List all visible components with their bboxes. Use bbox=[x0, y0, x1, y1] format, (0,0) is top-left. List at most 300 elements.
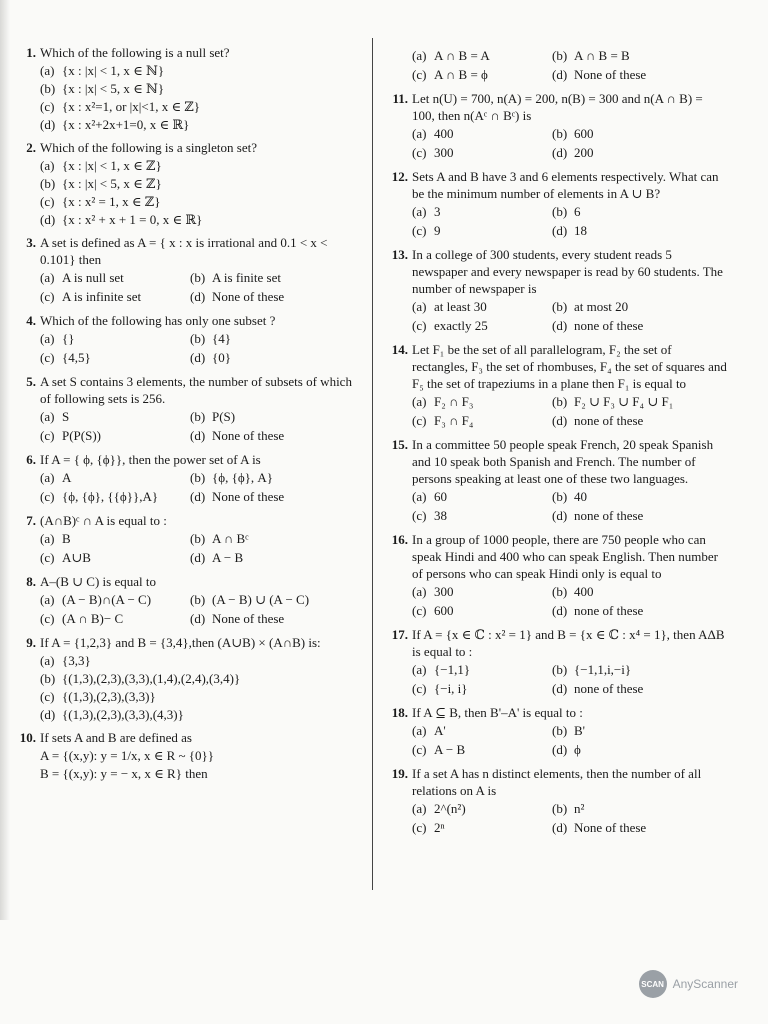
option-label: (b) bbox=[190, 331, 206, 346]
answer-option bbox=[412, 602, 552, 619]
option-text: None of these bbox=[212, 611, 285, 626]
option-text: 60 bbox=[434, 489, 447, 504]
option-text: 300 bbox=[434, 584, 454, 599]
option-label: (c) bbox=[412, 820, 427, 835]
answer-option bbox=[552, 507, 728, 524]
answer-option bbox=[412, 144, 552, 161]
option-label: (d) bbox=[552, 145, 568, 160]
answer-option bbox=[190, 488, 362, 505]
option-label: (a) bbox=[40, 531, 55, 546]
option-text: {x : x² = 1, x ∈ ℤ} bbox=[62, 194, 161, 209]
option-text: ϕ bbox=[574, 742, 581, 757]
option-text: {(1,3),(2,3),(3,3),(4,3)} bbox=[62, 707, 184, 722]
option-text: {3,3} bbox=[62, 653, 91, 668]
option-text: (A − B)∩(A − C) bbox=[62, 592, 152, 607]
answer-option bbox=[40, 349, 190, 366]
option-label: (a) bbox=[412, 723, 427, 738]
question-text: If A ⊆ B, then B'–A' is equal to : bbox=[412, 705, 583, 720]
question-number: 13. bbox=[391, 247, 408, 262]
option-text: A is finite set bbox=[212, 270, 281, 285]
question-number: 8. bbox=[26, 574, 36, 589]
answer-option bbox=[40, 670, 362, 687]
question-item bbox=[10, 44, 362, 133]
option-text: {−1,1} bbox=[434, 662, 471, 677]
answer-option bbox=[40, 530, 190, 547]
question-text: In a committee 50 people speak French, 20 speak Spanish and 10 speak both Spanish and French. The number of persons speaking at least one of these two languages. bbox=[412, 437, 714, 486]
question-number: 18. bbox=[391, 705, 408, 720]
answer-option bbox=[552, 722, 728, 739]
option-text: {x : |x| < 5, x ∈ ℤ} bbox=[62, 176, 162, 191]
option-label: (c) bbox=[412, 67, 427, 82]
option-text: {−i, i} bbox=[434, 681, 468, 696]
option-label: (b) bbox=[40, 671, 56, 686]
option-text: A∪B bbox=[62, 550, 91, 565]
option-label: (a) bbox=[40, 63, 55, 78]
option-label: (b) bbox=[552, 801, 568, 816]
question-text: Which of the following is a null set? bbox=[40, 45, 230, 60]
answer-options bbox=[382, 392, 728, 430]
option-text: none of these bbox=[574, 681, 644, 696]
option-label: (b) bbox=[552, 584, 568, 599]
question-item bbox=[382, 46, 728, 84]
option-label: (b) bbox=[40, 81, 56, 96]
answer-option bbox=[412, 819, 552, 836]
answer-option bbox=[40, 157, 362, 174]
answer-option bbox=[412, 488, 552, 505]
answer-option bbox=[552, 393, 728, 410]
question-stem bbox=[10, 451, 362, 468]
option-label: (b) bbox=[552, 394, 568, 409]
option-label: (d) bbox=[552, 223, 568, 238]
option-label: (c) bbox=[412, 508, 427, 523]
question-text: A set is defined as A = { x : x is irrational and 0.1 < x < 0.101} then bbox=[40, 235, 328, 267]
option-label: (a) bbox=[412, 204, 427, 219]
question-text: A set S contains 3 elements, the number of subsets of which of following sets is 256. bbox=[40, 374, 352, 406]
option-text: A − B bbox=[212, 550, 244, 565]
question-number: 10. bbox=[19, 730, 36, 745]
question-text: If A = {x ∈ ℂ : x² = 1} and B = {x ∈ ℂ : x⁴ = 1}, then AΔB is equal to : bbox=[412, 627, 725, 659]
answer-option bbox=[412, 800, 552, 817]
option-text: {(1,3),(2,3),(3,3),(1,4),(2,4),(3,4)} bbox=[62, 671, 241, 686]
question-item bbox=[382, 436, 728, 525]
option-label: (d) bbox=[552, 820, 568, 835]
answer-option bbox=[40, 488, 190, 505]
option-text: B bbox=[62, 531, 71, 546]
option-label: (b) bbox=[552, 489, 568, 504]
answer-option bbox=[412, 412, 552, 429]
option-text: B' bbox=[574, 723, 586, 738]
option-label: (d) bbox=[552, 67, 568, 82]
answer-option bbox=[190, 427, 362, 444]
answer-options bbox=[382, 124, 728, 162]
option-label: (a) bbox=[412, 584, 427, 599]
left-column bbox=[10, 44, 362, 788]
option-text: 2ⁿ bbox=[434, 820, 445, 835]
option-label: (b) bbox=[40, 176, 56, 191]
option-label: (c) bbox=[412, 603, 427, 618]
answer-option bbox=[190, 330, 362, 347]
question-stem bbox=[382, 531, 728, 582]
answer-option bbox=[552, 661, 728, 678]
question-text: If a set A has n distinct elements, then the number of all relations on A is bbox=[412, 766, 702, 798]
option-text: A bbox=[62, 470, 72, 485]
option-text: A − B bbox=[434, 742, 466, 757]
answer-option bbox=[40, 706, 362, 723]
answer-option bbox=[552, 317, 728, 334]
option-text: 200 bbox=[574, 145, 594, 160]
answer-option bbox=[190, 288, 362, 305]
option-label: (d) bbox=[190, 611, 206, 626]
option-text: 6 bbox=[574, 204, 581, 219]
answer-option bbox=[412, 722, 552, 739]
question-text: A–(B ∪ C) is equal to bbox=[40, 574, 156, 589]
option-text: S bbox=[62, 409, 70, 424]
option-text: A is null set bbox=[62, 270, 124, 285]
answer-option bbox=[552, 583, 728, 600]
option-label: (d) bbox=[190, 550, 206, 565]
question-stem bbox=[10, 44, 362, 61]
answer-option bbox=[40, 747, 362, 764]
option-label: (b) bbox=[552, 204, 568, 219]
answer-options bbox=[10, 268, 362, 306]
answer-option bbox=[40, 610, 190, 627]
answer-option bbox=[40, 469, 190, 486]
option-text: None of these bbox=[212, 428, 285, 443]
option-text: A ∩ Bᶜ bbox=[212, 531, 249, 546]
answer-option bbox=[552, 800, 728, 817]
question-number: 7. bbox=[26, 513, 36, 528]
answer-options bbox=[10, 407, 362, 445]
question-text: Which of the following is a singleton set? bbox=[40, 140, 257, 155]
question-stem bbox=[10, 234, 362, 268]
question-text: Sets A and B have 3 and 6 elements respectively. What can be the minimum number of elements in A ∪ B? bbox=[412, 169, 719, 201]
question-number: 9. bbox=[26, 635, 36, 650]
option-text: A = {(x,y): y = 1/x, x ∈ R ~ {0}} bbox=[40, 748, 215, 763]
question-number: 1. bbox=[26, 45, 36, 60]
option-text: {0} bbox=[212, 350, 231, 365]
answer-option bbox=[40, 62, 362, 79]
question-item bbox=[10, 373, 362, 445]
option-text: 3 bbox=[434, 204, 441, 219]
option-label: (a) bbox=[412, 662, 427, 677]
option-label: (a) bbox=[412, 126, 427, 141]
question-stem bbox=[10, 373, 362, 407]
option-text: {} bbox=[62, 331, 75, 346]
question-stem bbox=[382, 168, 728, 202]
option-label: (c) bbox=[40, 489, 55, 504]
column-divider bbox=[372, 38, 373, 890]
option-label: (d) bbox=[552, 681, 568, 696]
question-text: Let F₁ be the set of all parallelogram, F₂ the set of rectangles, F₃ the set of rhombuses, F₄ the set of squares and F₅ the set of trapeziums in a plane then F₁ is equal to bbox=[412, 342, 727, 391]
option-label: (a) bbox=[412, 801, 427, 816]
page-edge-shadow bbox=[0, 0, 10, 920]
answer-option bbox=[190, 469, 362, 486]
option-text: none of these bbox=[574, 508, 644, 523]
option-label: (b) bbox=[552, 299, 568, 314]
question-stem bbox=[382, 90, 728, 124]
option-label: (d) bbox=[190, 489, 206, 504]
option-text: {ϕ, {ϕ}, {{ϕ}},A} bbox=[62, 489, 159, 504]
question-text: (A∩B)ᶜ ∩ A is equal to : bbox=[40, 513, 167, 528]
answer-option bbox=[412, 222, 552, 239]
question-stem bbox=[10, 312, 362, 329]
option-text: A is infinite set bbox=[62, 289, 142, 304]
option-label: (b) bbox=[552, 662, 568, 677]
answer-option bbox=[412, 66, 552, 83]
answer-option bbox=[552, 488, 728, 505]
question-text: If A = { ϕ, {ϕ}}, then the power set of A is bbox=[40, 452, 261, 467]
question-stem bbox=[382, 626, 728, 660]
option-label: (c) bbox=[40, 689, 55, 704]
option-label: (d) bbox=[552, 318, 568, 333]
question-item bbox=[10, 312, 362, 367]
answer-option bbox=[40, 408, 190, 425]
question-stem bbox=[10, 729, 362, 746]
option-label: (c) bbox=[412, 318, 427, 333]
option-text: (A − B) ∪ (A − C) bbox=[212, 592, 310, 607]
option-label: (d) bbox=[552, 413, 568, 428]
option-label: (a) bbox=[412, 299, 427, 314]
option-text: 300 bbox=[434, 145, 454, 160]
answer-option bbox=[552, 222, 728, 239]
question-stem bbox=[10, 512, 362, 529]
question-number: 15. bbox=[391, 437, 408, 452]
option-label: (a) bbox=[412, 489, 427, 504]
option-label: (b) bbox=[190, 470, 206, 485]
option-label: (a) bbox=[412, 48, 427, 63]
answer-option bbox=[552, 125, 728, 142]
option-label: (c) bbox=[412, 681, 427, 696]
question-text: In a group of 1000 people, there are 750 people who can speak Hindi and 400 who can speak English. Then number of persons who can speak Hindi only is equal to bbox=[412, 532, 718, 581]
answer-option bbox=[40, 193, 362, 210]
option-text: none of these bbox=[574, 318, 644, 333]
option-text: None of these bbox=[212, 289, 285, 304]
option-text: A ∩ B = B bbox=[574, 48, 630, 63]
option-text: 40 bbox=[574, 489, 587, 504]
option-label: (a) bbox=[40, 158, 55, 173]
option-label: (a) bbox=[40, 409, 55, 424]
option-text: A ∩ B = ϕ bbox=[434, 67, 488, 82]
option-text: F₂ ∪ F₃ ∪ F₄ ∪ F₁ bbox=[574, 394, 674, 409]
question-item bbox=[382, 168, 728, 240]
option-text: None of these bbox=[212, 489, 285, 504]
option-text: {x : |x| < 5, x ∈ ℕ} bbox=[62, 81, 165, 96]
option-text: none of these bbox=[574, 603, 644, 618]
question-stem bbox=[10, 139, 362, 156]
option-label: (c) bbox=[412, 742, 427, 757]
answer-option bbox=[40, 549, 190, 566]
answer-option bbox=[40, 116, 362, 133]
option-label: (d) bbox=[552, 603, 568, 618]
option-label: (c) bbox=[40, 428, 55, 443]
question-text: If A = {1,2,3} and B = {3,4},then (A∪B) × (A∩B) is: bbox=[40, 635, 321, 650]
question-item bbox=[382, 765, 728, 837]
option-label: (a) bbox=[40, 331, 55, 346]
question-item bbox=[10, 234, 362, 306]
answer-option bbox=[40, 330, 190, 347]
option-text: (A ∩ B)− C bbox=[62, 611, 124, 626]
option-text: at most 20 bbox=[574, 299, 629, 314]
option-text: none of these bbox=[574, 413, 644, 428]
question-number: 19. bbox=[391, 766, 408, 781]
answer-option bbox=[552, 144, 728, 161]
answer-option bbox=[412, 125, 552, 142]
answer-options bbox=[382, 582, 728, 620]
answer-option bbox=[40, 175, 362, 192]
answer-option bbox=[552, 602, 728, 619]
question-stem bbox=[10, 634, 362, 651]
option-text: P(S) bbox=[212, 409, 236, 424]
answer-options bbox=[10, 329, 362, 367]
question-item bbox=[10, 512, 362, 567]
question-item bbox=[10, 139, 362, 228]
answer-option bbox=[40, 98, 362, 115]
question-stem bbox=[10, 573, 362, 590]
answer-option bbox=[412, 741, 552, 758]
question-text: In a college of 300 students, every student reads 5 newspaper and every newspaper is read by 60 students. The number of newspaper is bbox=[412, 247, 723, 296]
answer-options bbox=[10, 747, 362, 782]
option-text: None of these bbox=[574, 67, 647, 82]
scan-logo-icon: SCAN bbox=[639, 970, 667, 998]
option-label: (d) bbox=[190, 289, 206, 304]
option-label: (a) bbox=[40, 592, 55, 607]
option-text: 2^(n²) bbox=[434, 801, 466, 816]
answer-options bbox=[10, 62, 362, 133]
question-item bbox=[10, 573, 362, 628]
option-label: (c) bbox=[412, 413, 427, 428]
question-item bbox=[382, 531, 728, 620]
option-label: (c) bbox=[412, 145, 427, 160]
option-text: {x : x²+2x+1=0, x ∈ ℝ} bbox=[62, 117, 190, 132]
option-text: 600 bbox=[574, 126, 594, 141]
option-text: None of these bbox=[574, 820, 647, 835]
answer-option bbox=[412, 298, 552, 315]
option-text: {x : |x| < 1, x ∈ ℤ} bbox=[62, 158, 162, 173]
answer-options bbox=[10, 529, 362, 567]
option-label: (b) bbox=[190, 592, 206, 607]
option-text: 600 bbox=[434, 603, 454, 618]
option-text: at least 30 bbox=[434, 299, 487, 314]
question-text: Which of the following has only one subset ? bbox=[40, 313, 276, 328]
answer-options bbox=[382, 46, 728, 84]
option-label: (b) bbox=[190, 270, 206, 285]
question-number: 14. bbox=[391, 342, 408, 357]
answer-option bbox=[40, 211, 362, 228]
answer-options bbox=[10, 468, 362, 506]
option-label: (d) bbox=[40, 117, 56, 132]
question-stem bbox=[382, 436, 728, 487]
option-label: (c) bbox=[40, 289, 55, 304]
answer-options bbox=[10, 652, 362, 723]
answer-option bbox=[40, 688, 362, 705]
option-label: (a) bbox=[412, 394, 427, 409]
option-text: 400 bbox=[434, 126, 454, 141]
answer-options bbox=[382, 487, 728, 525]
answer-options bbox=[10, 590, 362, 628]
option-text: {x : x²=1, or |x|<1, x ∈ ℤ} bbox=[62, 99, 201, 114]
answer-options bbox=[382, 297, 728, 335]
scanner-brand: AnyScanner bbox=[672, 977, 738, 991]
answer-option bbox=[552, 680, 728, 697]
answer-option bbox=[40, 765, 362, 782]
option-label: (d) bbox=[552, 508, 568, 523]
answer-option bbox=[190, 549, 362, 566]
answer-option bbox=[190, 530, 362, 547]
option-text: 9 bbox=[434, 223, 441, 238]
question-number: 4. bbox=[26, 313, 36, 328]
question-number: 6. bbox=[26, 452, 36, 467]
answer-option bbox=[412, 393, 552, 410]
answer-option bbox=[412, 680, 552, 697]
option-label: (b) bbox=[552, 723, 568, 738]
question-item bbox=[382, 90, 728, 162]
option-label: (d) bbox=[190, 350, 206, 365]
answer-options bbox=[382, 202, 728, 240]
option-text: B = {(x,y): y = − x, x ∈ R} then bbox=[40, 766, 208, 781]
option-label: (b) bbox=[552, 126, 568, 141]
question-stem bbox=[382, 704, 728, 721]
question-number: 3. bbox=[26, 235, 36, 250]
question-stem bbox=[382, 246, 728, 297]
answer-option bbox=[40, 591, 190, 608]
right-column bbox=[382, 46, 728, 843]
option-label: (a) bbox=[40, 470, 55, 485]
option-text: exactly 25 bbox=[434, 318, 488, 333]
option-label: (c) bbox=[40, 550, 55, 565]
answer-option bbox=[552, 47, 728, 64]
option-label: (c) bbox=[40, 194, 55, 209]
question-number: 17. bbox=[391, 627, 408, 642]
option-label: (d) bbox=[552, 742, 568, 757]
answer-option bbox=[190, 610, 362, 627]
option-text: {x : |x| < 1, x ∈ ℕ} bbox=[62, 63, 165, 78]
question-item bbox=[10, 634, 362, 723]
option-label: (a) bbox=[40, 653, 55, 668]
question-item bbox=[382, 704, 728, 759]
scanner-watermark bbox=[639, 970, 738, 998]
question-number: 16. bbox=[391, 532, 408, 547]
option-text: P(P(S)) bbox=[62, 428, 102, 443]
question-number: 2. bbox=[26, 140, 36, 155]
question-stem bbox=[382, 341, 728, 392]
option-text: {(1,3),(2,3),(3,3)} bbox=[62, 689, 156, 704]
option-label: (b) bbox=[552, 48, 568, 63]
answer-option bbox=[552, 412, 728, 429]
question-number: 11. bbox=[392, 91, 408, 106]
option-label: (b) bbox=[190, 409, 206, 424]
option-text: {x : x² + x + 1 = 0, x ∈ ℝ} bbox=[62, 212, 203, 227]
answer-option bbox=[190, 408, 362, 425]
answer-option bbox=[190, 349, 362, 366]
option-label: (c) bbox=[40, 99, 55, 114]
option-label: (c) bbox=[412, 223, 427, 238]
answer-option bbox=[40, 269, 190, 286]
option-text: 38 bbox=[434, 508, 447, 523]
question-item bbox=[382, 246, 728, 335]
answer-option bbox=[190, 269, 362, 286]
option-label: (c) bbox=[40, 350, 55, 365]
answer-option bbox=[190, 591, 362, 608]
option-label: (d) bbox=[40, 707, 56, 722]
answer-option bbox=[552, 298, 728, 315]
option-text: 400 bbox=[574, 584, 594, 599]
answer-option bbox=[412, 507, 552, 524]
question-text: If sets A and B are defined as bbox=[40, 730, 192, 745]
question-item bbox=[382, 626, 728, 698]
option-text: F₂ ∩ F₃ bbox=[434, 394, 474, 409]
question-stem bbox=[382, 765, 728, 799]
option-label: (a) bbox=[40, 270, 55, 285]
